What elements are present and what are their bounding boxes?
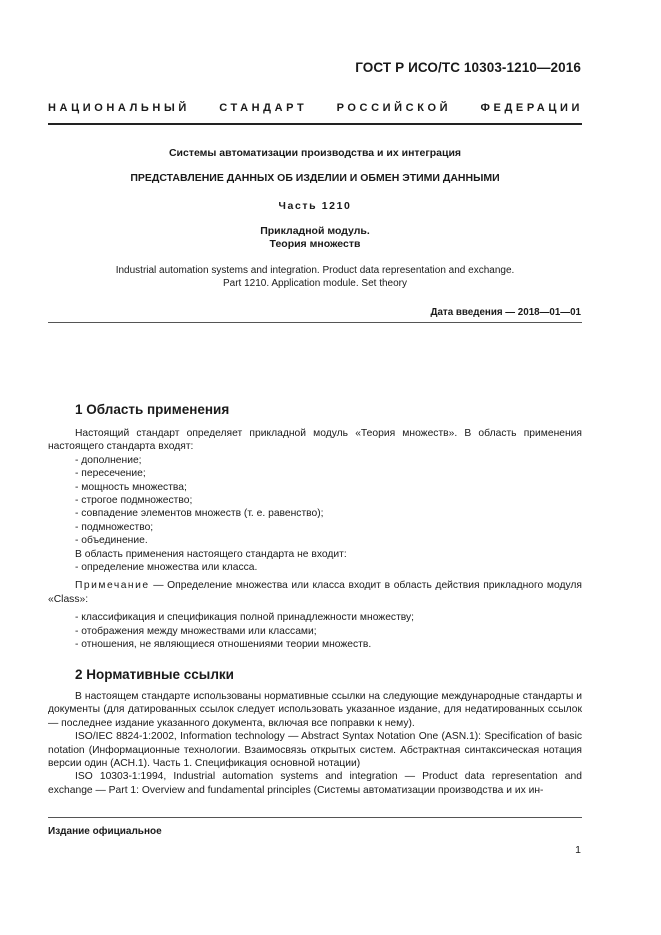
national-standard-title: НАЦИОНАЛЬНЫЙ СТАНДАРТ РОССИЙСКОЙ ФЕДЕРАЦИИ [48, 102, 583, 114]
section2-p2: ISO/IEC 8824-1:2002, Information technology — Abstract Syntax Notation One (ASN.1): Specification of basic notation (Информационные технологии. Взаимосвязь открытых систем. Абстрактная синтаксическая нотация версии один (АСН.1). Часть 1. Спецификация основной нотации) [48, 731, 582, 770]
section1-body [48, 427, 582, 652]
note-text: — Определение множества или класса входит в область действия прикладного модуля «Class»: [48, 580, 582, 605]
note-list [48, 611, 582, 651]
part-title: Часть 1210 [278, 200, 352, 212]
section2-p3: ISO 10303-1:1994, Industrial automation systems and integration — Product data representation and exchange — Part 1: Overview and fundamental principles (Системы автоматизации производства и их ин- [48, 771, 582, 796]
list-item: - классификация и спецификация полной принадлежности множеству; [75, 612, 415, 624]
main-title: ПРЕДСТАВЛЕНИЕ ДАННЫХ ОБ ИЗДЕЛИИ И ОБМЕН ЭТИМИ ДАННЫМИ [130, 172, 500, 184]
page-number: 1 [575, 844, 581, 856]
list-item: - подмножество; [75, 521, 154, 533]
list-item: - определение множества или класса. [75, 562, 258, 574]
excluded-intro: В область применения настоящего стандарта не входит: [75, 548, 347, 560]
english-title-line2: Part 1210. Application module. Set theory [222, 278, 407, 289]
list-item: - пересечение; [75, 468, 146, 480]
note [48, 579, 582, 606]
list-item: - строгое подмножество; [75, 495, 193, 507]
section2-heading: 2 Нормативные ссылки [75, 667, 234, 682]
date-rule [48, 322, 582, 323]
footer-rule [48, 817, 582, 818]
section2-body [48, 690, 582, 797]
scope-list [48, 454, 582, 548]
module-title-line1: Прикладной модуль. [260, 225, 370, 237]
section1-intro: Настоящий стандарт определяет прикладной модуль «Теория множеств». В область применения настоящего стандарта входят: [48, 428, 582, 453]
section1-heading: 1 Область применения [75, 402, 230, 417]
list-item: - дополнение; [75, 454, 142, 466]
list-item: - отображения между множествами или классами; [75, 625, 317, 637]
introduction-date: Дата введения — 2018—01—01 [430, 307, 581, 318]
official-edition: Издание официальное [48, 826, 162, 837]
section2-p1: В настоящем стандарте использованы нормативные ссылки на следующие международные стандарты и документы (для датированных ссылок следует использовать указанное издание, для недатированных ссылок — последнее издание указанного документа, включая все поправки к нему). [48, 691, 582, 729]
excluded-list [48, 561, 582, 574]
note-label: Примечание [75, 580, 150, 592]
list-item: - объединение. [75, 535, 148, 547]
standard-code: ГОСТ Р ИСО/ТС 10303-1210—2016 [355, 60, 581, 75]
list-item: - отношения, не являющиеся отношениями теории множеств. [75, 639, 372, 651]
module-title-line2: Теория множеств [269, 238, 361, 250]
header-rule [48, 123, 582, 125]
series-title: Системы автоматизации производства и их интеграция [168, 147, 462, 159]
list-item: - совпадение элементов множеств (т. е. равенство); [75, 508, 324, 520]
english-title-line1: Industrial automation systems and integration. Product data representation and exchange. [115, 265, 515, 276]
list-item: - мощность множества; [75, 481, 187, 493]
